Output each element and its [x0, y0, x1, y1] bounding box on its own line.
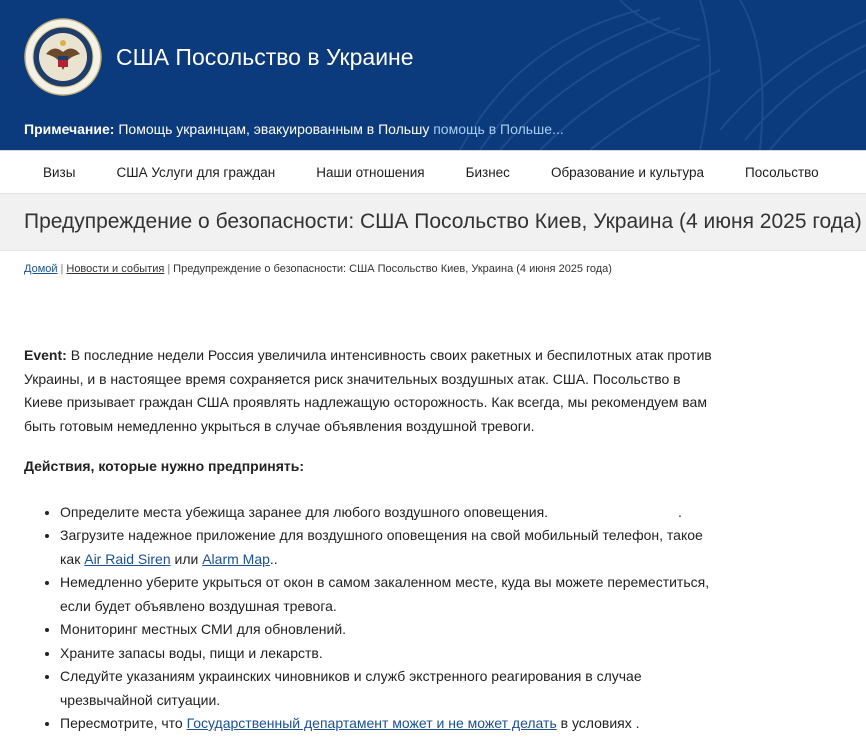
- nav-item-embassy[interactable]: Посольство: [744, 164, 819, 180]
- breadcrumb-news[interactable]: Новости и события: [66, 263, 165, 275]
- alert-link[interactable]: помощь в Польше...: [433, 121, 564, 137]
- article-body: [24, 344, 714, 736]
- alert-label: Примечание:: [24, 121, 115, 137]
- alert-banner: [24, 121, 564, 137]
- list-item: • Немедленно уберите укрыться от окон в самом закаленном месте, куда вы можете переместиться, если будет объявлено воздушная тревога.: [60, 571, 714, 618]
- nav-item-visas[interactable]: Визы: [43, 164, 76, 180]
- list-item: • Храните запасы воды, пищи и лекарств.: [60, 642, 714, 666]
- event-paragraph: [24, 344, 714, 438]
- nav-item-education-culture[interactable]: Образование и культура: [550, 164, 704, 180]
- page-title-bar: [0, 194, 866, 251]
- list-item: • Мониторинг местных СМИ для обновлений.: [60, 618, 714, 642]
- event-text: В последние недели Россия увеличила интенсивность своих ракетных и беспилотных атак против Украины, и в настоящее время сохраняется риск значительных воздушных атак. США. Посольство в Киеве призывает граждан США проявлять надлежащую осторожность. Как всегда, мы рекомендуем вам быть готовым немедленно укрыться в случае объявления воздушной тревоги.: [24, 347, 712, 434]
- list-item: • Следуйте указаниям украинских чиновников и служб экстренного реагирования в случае чрезвычайной ситуации.: [60, 665, 714, 712]
- breadcrumb: [24, 263, 612, 275]
- bullet-text: Загрузите надежное приложение для воздушного оповещения на свой мобильный телефон, такое как: [60, 527, 703, 567]
- page-title: [24, 194, 862, 250]
- nav-item-business[interactable]: Бизнес: [465, 164, 510, 180]
- actions-list: [24, 501, 714, 736]
- list-item: [60, 524, 714, 571]
- event-label: Event:: [24, 347, 67, 363]
- bullet-text: Пересмотрите, что: [60, 715, 183, 731]
- list-item: [60, 712, 714, 736]
- actions-heading: Действия, которые нужно предпринять:: [24, 458, 305, 474]
- nav-item-citizen-services[interactable]: США Услуги для граждан: [116, 164, 276, 180]
- breadcrumb-home[interactable]: Домой: [24, 263, 58, 275]
- site-title: США Посольство в Украине: [116, 44, 414, 70]
- air-raid-siren-link[interactable]: Air Raid Siren: [84, 550, 171, 567]
- department-seal-icon: [24, 18, 102, 96]
- breadcrumb-current: Предупреждение о безопасности: США Посольство Киев, Украина (4 июня 2025 года): [173, 263, 612, 275]
- page-title-date: (4 июня 2025 года): [679, 210, 862, 233]
- alert-text: Помощь украинцам, эвакуированным в Польшу: [118, 121, 430, 137]
- breadcrumb-separator: |: [60, 263, 64, 275]
- page-title-main: Предупреждение о безопасности: США Посольство Киев, Украина: [24, 210, 674, 233]
- site-header: [0, 0, 866, 150]
- bullet-end: ..: [269, 550, 278, 567]
- alarm-map-link[interactable]: Alarm Map: [202, 550, 270, 567]
- bullet-text: Определите места убежища заранее для любого воздушного оповещения.: [60, 503, 549, 520]
- main-nav: [0, 150, 866, 194]
- state-department-link[interactable]: Государственный департамент может и не может делать: [186, 715, 557, 731]
- bullet-end: .: [678, 503, 682, 520]
- list-item: [60, 501, 714, 525]
- bullet-end: в условиях .: [560, 715, 640, 731]
- breadcrumb-separator: |: [167, 263, 171, 275]
- nav-item-relations[interactable]: Наши отношения: [316, 164, 425, 180]
- bullet-text: или: [174, 550, 199, 567]
